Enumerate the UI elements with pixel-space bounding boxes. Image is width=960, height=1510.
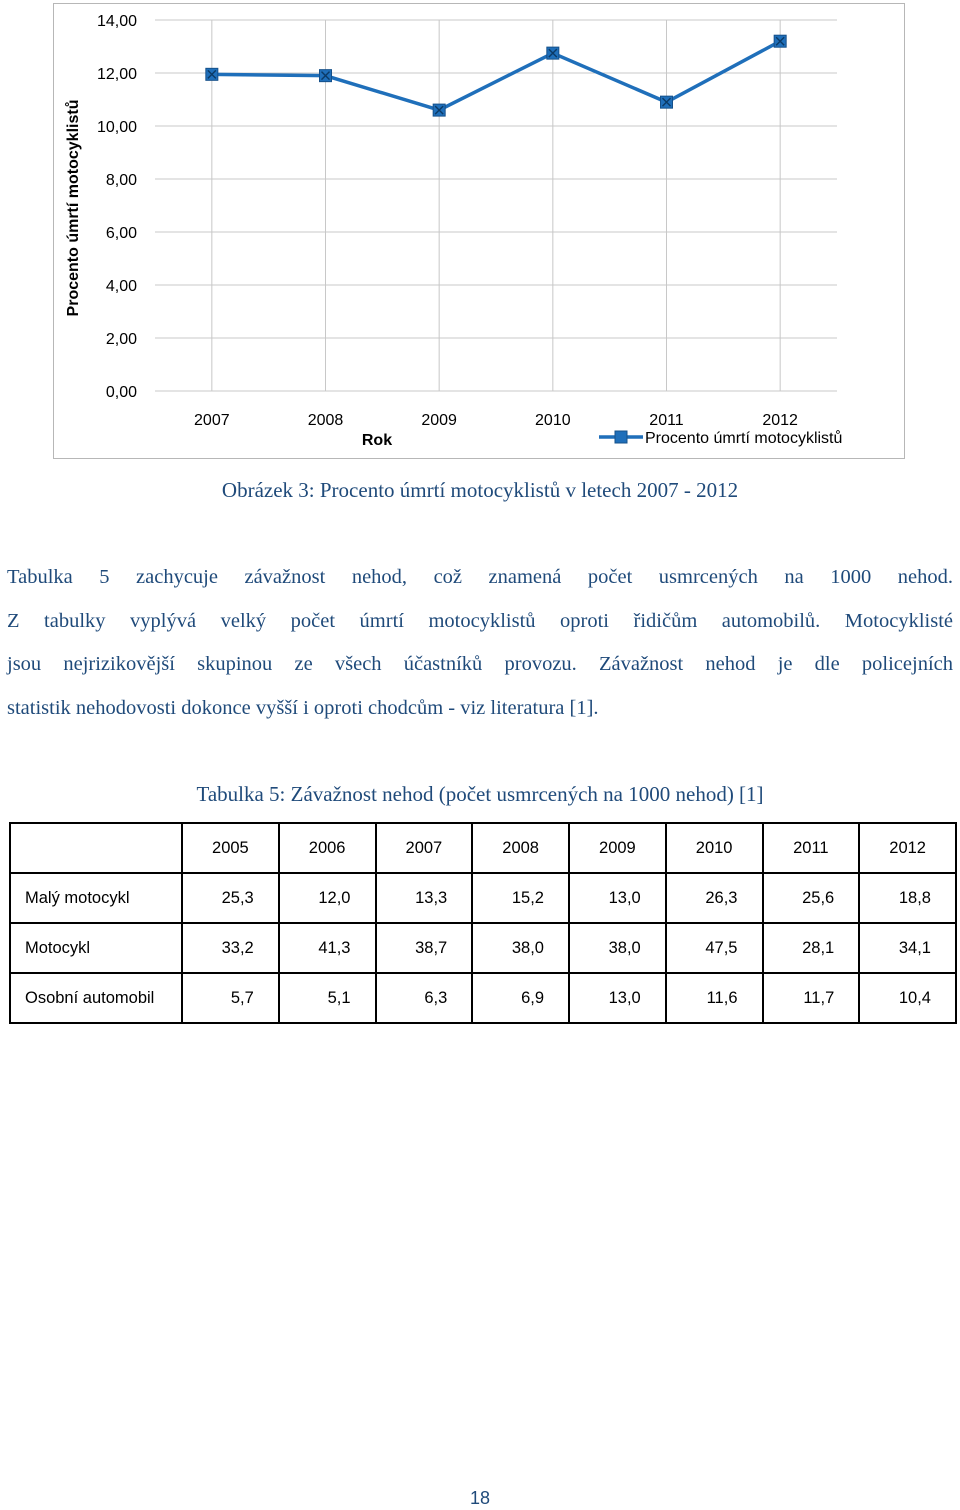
paragraph-line: Z tabulky vyplývá velký počet úmrtí motocyklistů oproti řidičům automobilů. Motocyklisté bbox=[7, 609, 953, 632]
table-cell: 13,0 bbox=[569, 973, 666, 1023]
table-cell: 15,2 bbox=[472, 873, 569, 923]
body-paragraph bbox=[7, 556, 953, 730]
table-cell: 25,3 bbox=[182, 873, 279, 923]
table-cell: 34,1 bbox=[859, 923, 956, 973]
table-cell: 11,6 bbox=[666, 973, 763, 1023]
paragraph-line: Tabulka 5 zachycuje závažnost nehod, což znamená počet usmrcených na 1000 nehod. bbox=[7, 566, 953, 588]
table-cell: 11,7 bbox=[763, 973, 860, 1023]
figure-caption: Obrázek 3: Procento úmrtí motocyklistů v letech 2007 - 2012 bbox=[221, 478, 739, 502]
y-tick-label: 12,00 bbox=[96, 66, 137, 83]
table-header-cell: 2011 bbox=[763, 823, 860, 873]
table-cell: 38,0 bbox=[472, 923, 569, 973]
x-tick-label: 2008 bbox=[307, 412, 344, 429]
table-header-cell: 2005 bbox=[182, 823, 279, 873]
table-caption: Tabulka 5: Závažnost nehod (počet usmrcených na 1000 nehod) [1] bbox=[196, 782, 764, 806]
table-cell: 25,6 bbox=[763, 873, 860, 923]
table-header-cell: 2012 bbox=[859, 823, 956, 873]
table-row bbox=[10, 973, 956, 1023]
table-cell: 13,3 bbox=[376, 873, 473, 923]
legend-label: Procento úmrtí motocyklistů bbox=[645, 430, 843, 447]
table-cell: 26,3 bbox=[666, 873, 763, 923]
x-tick-label: 2012 bbox=[762, 412, 798, 429]
table-row bbox=[10, 873, 956, 923]
table-header-row bbox=[10, 823, 956, 873]
table-cell: 33,2 bbox=[182, 923, 279, 973]
series-line bbox=[212, 41, 780, 110]
table-cell: 18,8 bbox=[859, 873, 956, 923]
paragraph-line: jsou nejrizikovější skupinou ze všech účastníků provozu. Závažnost nehod je dle policejních bbox=[7, 653, 953, 675]
table-cell: 5,7 bbox=[182, 973, 279, 1023]
legend-marker bbox=[615, 431, 627, 443]
page-number: 18 bbox=[469, 1488, 491, 1508]
y-tick-label: 8,00 bbox=[105, 172, 137, 189]
table-header-cell: 2010 bbox=[666, 823, 763, 873]
x-axis-title: Rok bbox=[361, 432, 393, 449]
x-tick-label: 2011 bbox=[649, 412, 684, 429]
table-header-cell: 2008 bbox=[472, 823, 569, 873]
table-cell: 38,0 bbox=[569, 923, 666, 973]
y-tick-label: 0,00 bbox=[105, 384, 137, 401]
table-corner-cell bbox=[10, 823, 182, 873]
table-header-cell: 2007 bbox=[376, 823, 473, 873]
table-row bbox=[10, 923, 956, 973]
table-cell: 38,7 bbox=[376, 923, 473, 973]
chart-frame bbox=[53, 3, 905, 459]
table-row-label: Motocykl bbox=[10, 923, 182, 973]
table-cell: 12,0 bbox=[279, 873, 376, 923]
line-chart bbox=[54, 4, 906, 460]
table-cell: 13,0 bbox=[569, 873, 666, 923]
table-cell: 47,5 bbox=[666, 923, 763, 973]
x-tick-label: 2007 bbox=[194, 412, 230, 429]
y-tick-label: 6,00 bbox=[105, 225, 137, 242]
y-axis-title: Procento úmrtí motocyklistů bbox=[65, 99, 82, 317]
table-cell: 6,9 bbox=[472, 973, 569, 1023]
y-tick-label: 10,00 bbox=[96, 119, 137, 136]
table-cell: 6,3 bbox=[376, 973, 473, 1023]
table-cell: 28,1 bbox=[763, 923, 860, 973]
table-header-cell: 2006 bbox=[279, 823, 376, 873]
x-tick-label: 2010 bbox=[535, 412, 571, 429]
table-row-label: Osobní automobil bbox=[10, 973, 182, 1023]
table-cell: 5,1 bbox=[279, 973, 376, 1023]
table-cell: 10,4 bbox=[859, 973, 956, 1023]
severity-table bbox=[9, 822, 957, 1024]
paragraph-line: statistik nehodovosti dokonce vyšší i oproti chodcům - viz literatura [1]. bbox=[7, 696, 599, 719]
table-cell: 41,3 bbox=[279, 923, 376, 973]
table-header-cell: 2009 bbox=[569, 823, 666, 873]
y-tick-label: 4,00 bbox=[105, 278, 137, 295]
table-row-label: Malý motocykl bbox=[10, 873, 182, 923]
y-tick-label: 14,00 bbox=[96, 13, 137, 30]
x-tick-label: 2009 bbox=[421, 412, 457, 429]
y-tick-label: 2,00 bbox=[105, 331, 137, 348]
